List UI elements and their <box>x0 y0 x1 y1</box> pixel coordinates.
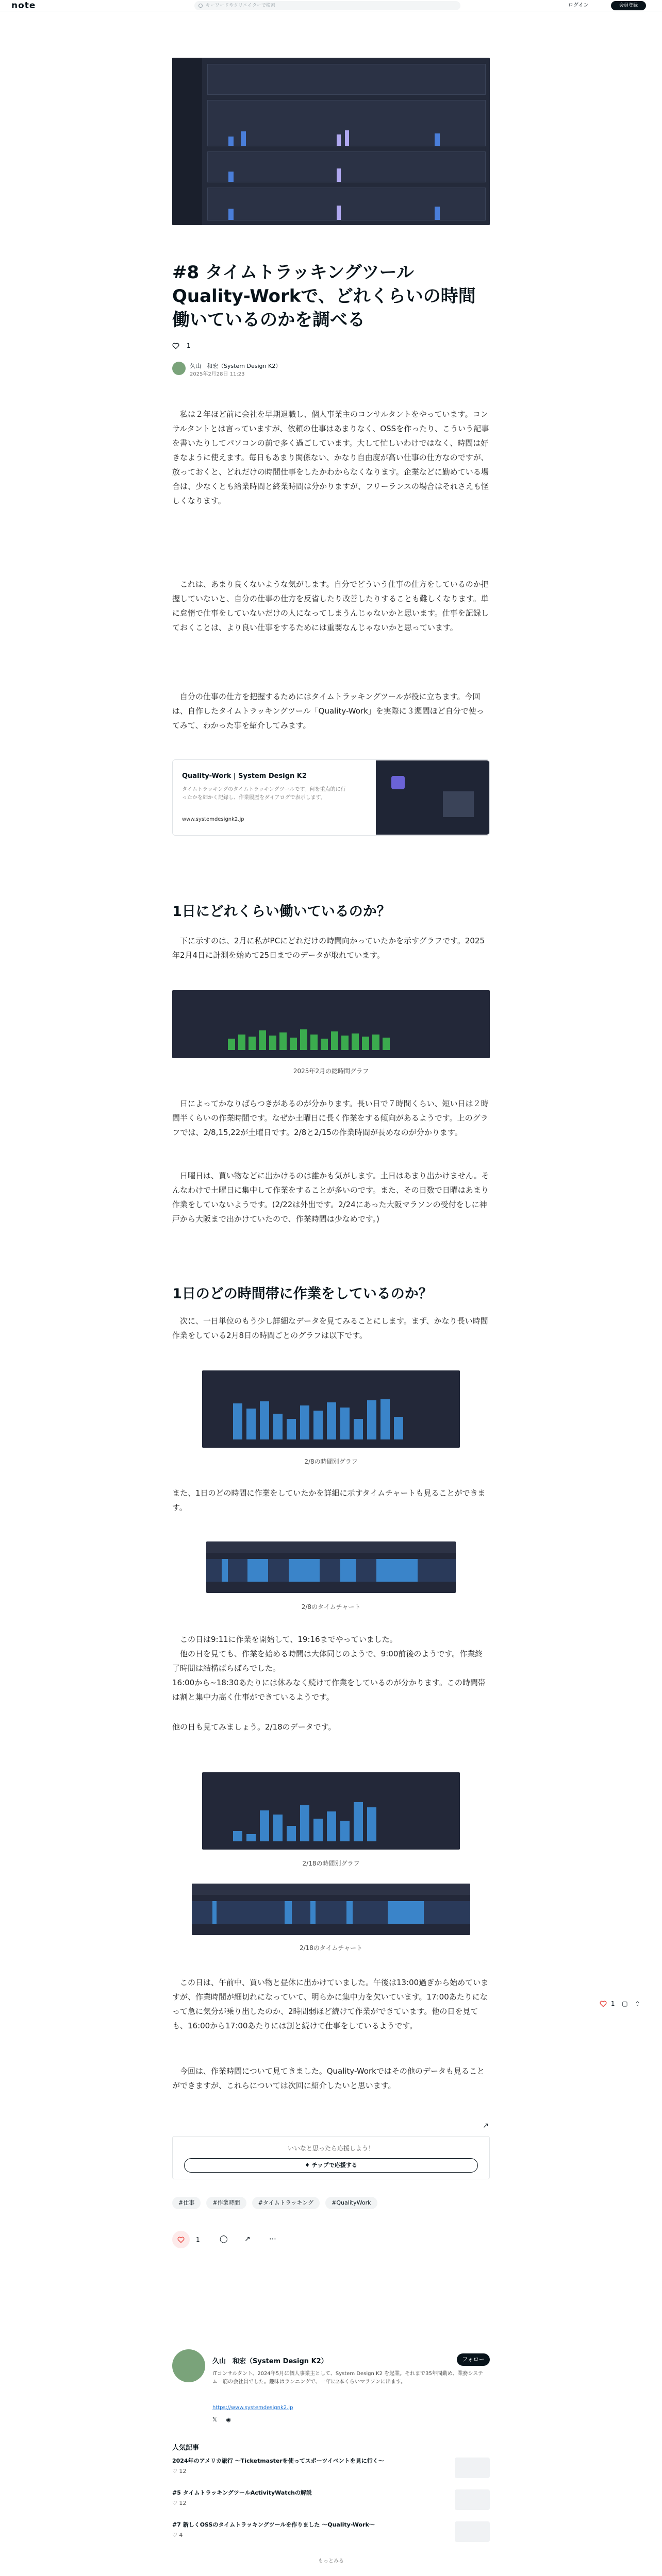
section2-lead: 次に、一日単位のもう少し詳細なデータを見てみることにします。まず、かなり長い時間作業をしている2月8日の時間ごとのグラフは以下です。 <box>172 1316 488 1340</box>
popular-title: #7 新しくOSSのタイムトラッキングツールを作りました 〜Quality-Work〜 <box>172 2521 375 2528</box>
monthly-chart-caption: 2025年2月の総時間グラフ <box>293 1067 369 1075</box>
section1-lead: 下に示すのは、2月に私がPCにどれだけの時間向かっていたかを示すグラフです。2025年2月4日に計測を始めて25日までのデータが取れています。 <box>172 936 485 960</box>
link-card-url: www.systemdesignk2.jp <box>182 817 244 822</box>
footer-like-button[interactable] <box>172 2231 190 2248</box>
section1-body-2: 日曜日は、買い物などに出かけるのは誰かも気がします。土日はあまり出かけません。そんなわけで土曜日に集中して作業をすることが多いのです。また、その日数で日曜はあまり作業をしていないようです。(2/22は外出です。2/24にあった大阪マラソンの受付をしに神戸から大阪まで出かけていたので、作業時間は少なめです。) <box>172 1171 489 1224</box>
share-arrow-icon[interactable]: ↗ <box>483 2122 489 2130</box>
monthly-hours-chart-image <box>172 990 490 1058</box>
tag-item[interactable]: #仕事 <box>172 2197 201 2209</box>
hourly-chart-0218-image <box>202 1772 460 1850</box>
tip-button[interactable] <box>184 2158 478 2173</box>
popular-thumbnail <box>455 2521 490 2542</box>
popular-more-link[interactable]: もっとみる <box>318 2558 344 2564</box>
author-name[interactable]: 久山 和宏（System Design K2） <box>190 363 282 369</box>
popular-title: #5 タイムトラッキングツールActivityWatchの解説 <box>172 2489 312 2496</box>
hero-screenshot-image <box>172 58 490 225</box>
popular-thumbnail <box>455 2458 490 2478</box>
section2-tail-2: 今回は、作業時間について見てきました。Quality-Workではその他のデータも見ることができますが、これらについては次回に紹介したいと思います。 <box>172 2066 485 2090</box>
tag-item[interactable]: #タイムトラッキング <box>252 2197 320 2209</box>
section2-other-day: 他の日も見てみましょう。2/18のデータです。 <box>172 1722 336 1732</box>
popular-like-icon: ♡ <box>172 2500 179 2506</box>
footer-like-count: 1 <box>196 2236 200 2243</box>
signup-button[interactable]: 会員登録 <box>611 1 646 10</box>
popular-title: 2024年のアメリカ旅行 〜Ticketmasterを使ってスポーツイベントを見に行く〜 <box>172 2458 384 2464</box>
hourly-chart-0208-caption: 2/8の時間別グラフ <box>304 1458 358 1465</box>
article-action-row <box>172 2231 490 2249</box>
like-row[interactable] <box>172 342 190 349</box>
author-card-bio: ITコンサルタント、2024年5月に個人事業主として、System Design K2 を起業。それまで35年間勤め、業務システム一筋の会社員でした。趣味はランニングで、一年に2本くらいマラソンに出ます。 <box>212 2371 483 2385</box>
publish-date: 2025年2月28日 11:23 <box>190 371 245 377</box>
search-icon <box>198 4 203 8</box>
section2-mid: また、1日のどの時間に作業をしていたかを詳細に示すタイムチャートも見ることができます。 <box>172 1488 486 1512</box>
floating-like-count: 1 <box>610 2000 615 2007</box>
section1-body-1: 日によってかなりばらつきがあるのが分かります。長い日で７時間くらい、短い日は２時間半くらいの作業時間です。なぜか土曜日に長く作業をする傾向があるようです。上のグラフでは、2/8,15,22が土曜日です。2/8と2/15の作業時間が長めなのが分かります。 <box>172 1099 489 1137</box>
support-prompt: いいなと思ったら応援しよう！ <box>287 2145 374 2152</box>
section2-heading: 1日のどの時間帯に作業をしているのか？ <box>172 1286 433 1302</box>
author-card-avatar[interactable] <box>172 2349 205 2382</box>
popular-likes: 12 <box>179 2500 187 2506</box>
timechart-0218-caption: 2/18のタイムチャート <box>299 1944 363 1952</box>
floating-like[interactable] <box>600 2000 640 2007</box>
popular-item[interactable] <box>172 2456 490 2483</box>
floating-share-icon[interactable]: ⇧ <box>635 2000 640 2007</box>
author-avatar[interactable] <box>172 362 186 375</box>
search-placeholder: キーワードやクリエイターで検索 <box>206 3 275 8</box>
tip-button-label: チップで応援する <box>311 2162 357 2168</box>
link-card-title: Quality-Work | System Design K2 <box>182 772 307 780</box>
section2-body-3: 16:00から~18:30あたりには休みなく続けて作業をしているのが分かります。この時間帯は割と集中力高く仕事ができているようです。 <box>172 1678 486 1702</box>
support-box <box>172 2136 490 2179</box>
share-icon[interactable]: ↗ <box>244 2235 251 2243</box>
timechart-0208-caption: 2/8のタイムチャート <box>301 1603 361 1611</box>
floating-comment-icon[interactable]: ▢ <box>622 2000 628 2007</box>
popular-item[interactable] <box>172 2520 490 2547</box>
intro-paragraph-2: これは、あまり良くないような気がします。自分でどういう仕事の仕方をしているのか把握していないと、自分の仕事の仕方を反省したり改善したりすることも難しくなります。単に怠惰で仕事をしていないだけの人になってしまうんじゃないかと思います。仕事を記録しておくことは、より良い仕事をするためには重要なんじゃないかと思っています。 <box>172 580 489 632</box>
popular-likes: 4 <box>179 2532 183 2538</box>
follow-button[interactable]: フォロー <box>457 2353 490 2366</box>
link-card-thumbnail <box>376 760 489 835</box>
section2-tail-1: この日は、午前中、買い物と昼休に出かけていました。午後は13:00過ぎから始めていますが、作業時間が細切れになっていて、明らかに集中力を欠いています。17:00あたりになって急に気分が乗り出したのか、2時間弱ほど続けて作業ができています。他の日を見ても、16:00から17:00あたりには割と続けて仕事をしているようです。 <box>172 1978 489 2030</box>
popular-item[interactable] <box>172 2488 490 2515</box>
popular-heading: 人気記事 <box>172 2444 200 2452</box>
intro-paragraph-3: 自分の仕事の仕方を把握するためにはタイムトラッキングツールが役に立ちます。今回は、自作したタイムトラッキングツール「Quality-Work」を実際に３週間ほど自分で使ってみて、わかった事を紹介してみます。 <box>172 692 484 730</box>
tag-item[interactable]: #作業時間 <box>206 2197 246 2209</box>
logo-text: note <box>11 1 36 11</box>
popular-thumbnail <box>455 2489 490 2510</box>
floating-heart-icon <box>600 2001 607 2007</box>
x-icon[interactable]: 𝕏 <box>212 2416 217 2423</box>
article-title: #8 タイムトラッキングツールQuality-Workで、どれくらいの時間働いているのかを調べる <box>172 262 476 330</box>
popular-like-icon: ♡ <box>172 2468 179 2475</box>
section2-body-1: この日は9:11に作業を開始して、19:16までやっていました。 <box>180 1635 398 1644</box>
more-icon[interactable]: ⋯ <box>269 2235 276 2243</box>
link-card[interactable] <box>172 759 490 836</box>
link-card-description: タイムトラッキングのタイムトラッキングツールです。何を重点的に行ったかを細かく記録し、作業履歴をダイアログで表示します。 <box>182 787 346 801</box>
section1-heading: 1日にどれくらい働いているのか？ <box>172 904 391 920</box>
comment-icon[interactable]: ◯ <box>220 2235 228 2243</box>
intro-paragraph-1: 私は２年ほど前に会社を早期退職し、個人事業主のコンサルタントをやっています。コンサルタントとは言っていますが、依頼の仕事はあまりなく、OSSを作ったり、こういう記事を書いたりしてパソコンの前で多く過ごしています。大して忙しいわけではなく、時間は好きなように使えます。毎日もあまり関係ない、かなり自由度が高い仕事の仕方なのですが、放っておくと、どれだけの時間仕事をしたかわからなくなります。企業などに勤めている場合は、少なくとも給業時間と終業時間は分かりますが、フリーランスの場合はそれさえも怪しくなります。 <box>172 410 489 505</box>
author-card-name[interactable]: 久山 和宏（System Design K2） <box>212 2358 328 2365</box>
popular-likes: 12 <box>179 2468 187 2475</box>
note-logo[interactable] <box>11 1 36 11</box>
author-card-url[interactable]: https://www.systemdesignk2.jp <box>212 2405 293 2411</box>
heart-icon <box>172 343 179 349</box>
popular-like-icon: ♡ <box>172 2532 179 2538</box>
timechart-0218-image <box>192 1884 470 1935</box>
tag-item[interactable]: #QualityWork <box>325 2197 377 2209</box>
tip-icon: ♦ <box>305 2162 312 2168</box>
hourly-chart-0218-caption: 2/18の時間別グラフ <box>302 1860 360 1867</box>
footer-heart-icon <box>177 2236 185 2243</box>
search-input[interactable] <box>194 1 460 10</box>
like-count: 1 <box>186 342 191 349</box>
timechart-0208-image <box>206 1541 456 1593</box>
tag-list <box>172 2197 490 2209</box>
author-social-icons <box>212 2416 231 2423</box>
hourly-chart-0208-image <box>202 1370 460 1448</box>
rss-icon[interactable]: ◉ <box>226 2416 231 2423</box>
top-navbar <box>0 0 662 11</box>
login-link[interactable]: ログイン <box>568 3 589 8</box>
section2-body-2: 他の日を見ても、作業を始める時間は大体同じのようで、9:00前後のようです。作業終了時間は結構ばらばらでした。 <box>172 1649 483 1673</box>
